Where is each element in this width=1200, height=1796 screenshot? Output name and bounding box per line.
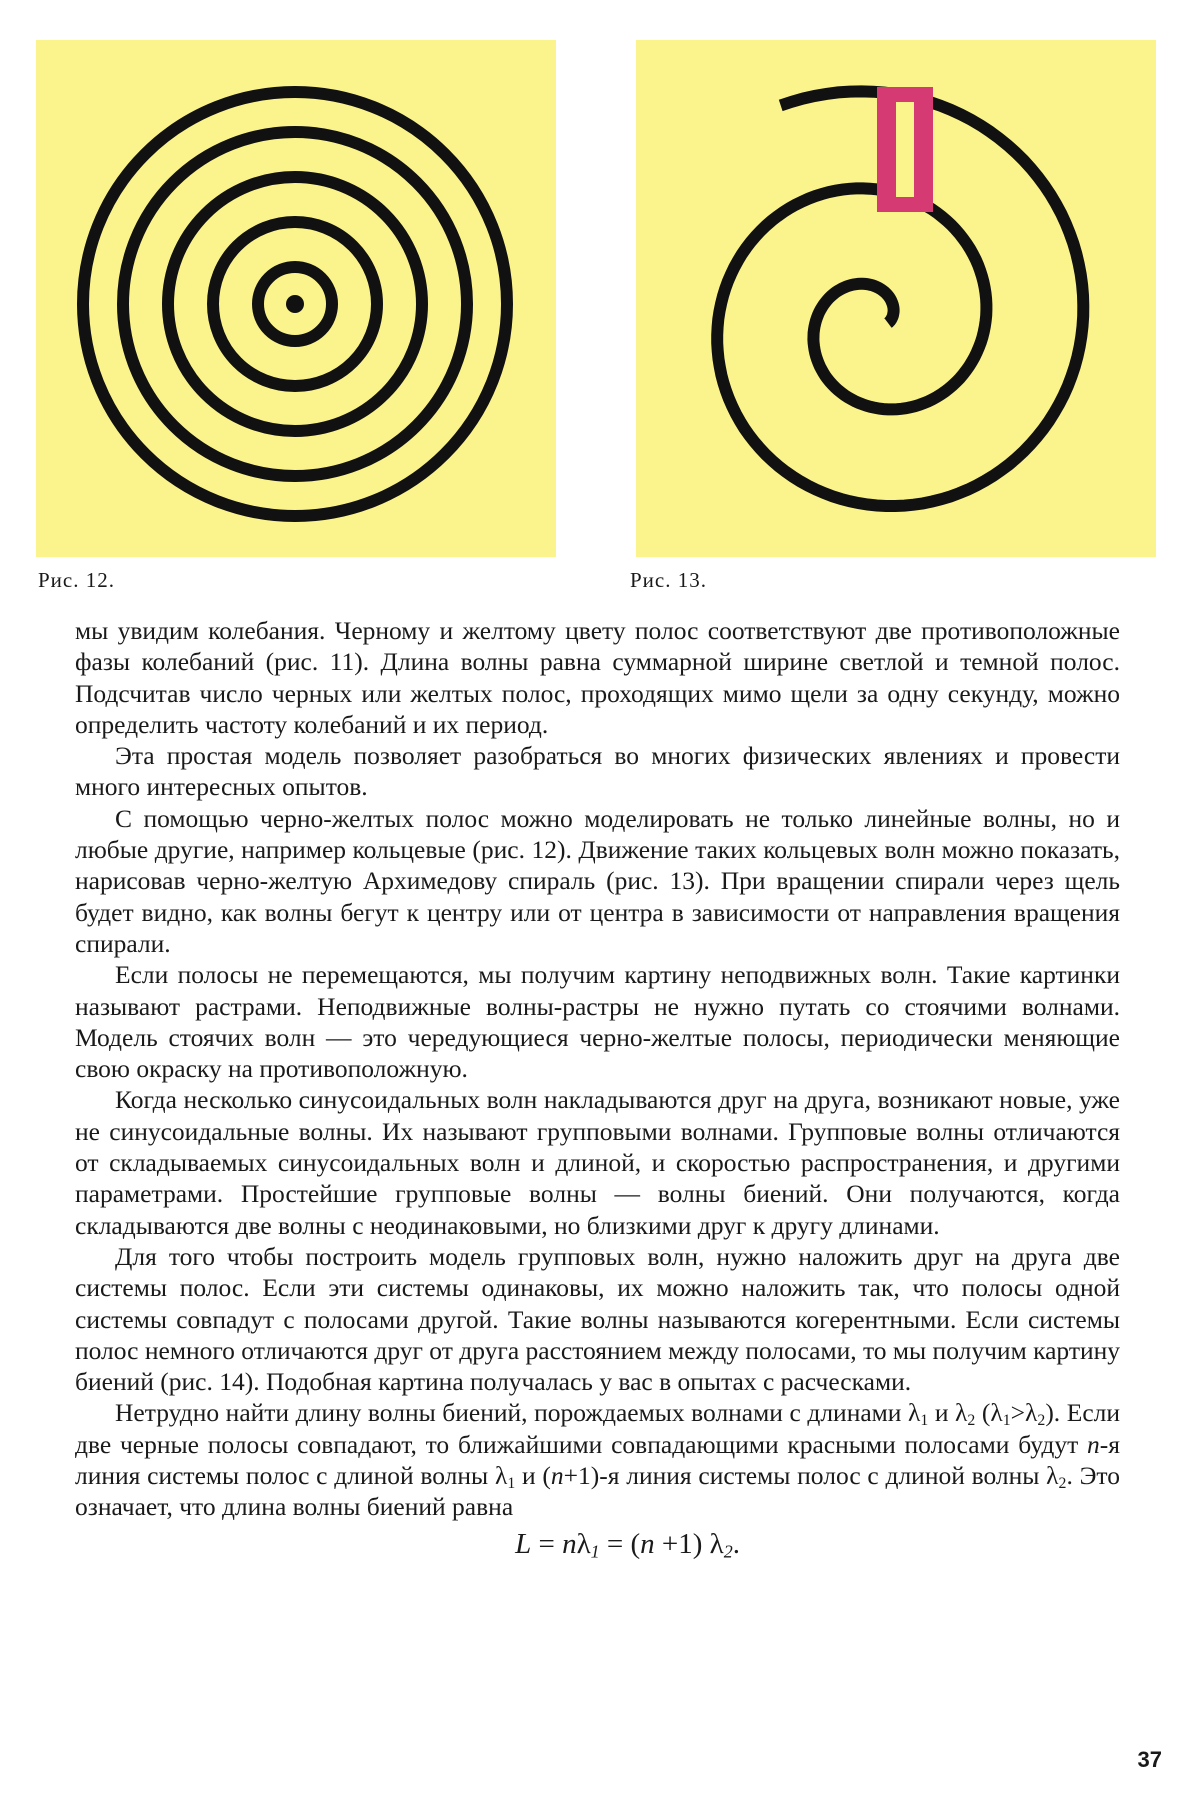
figure-13-caption: Рис. 13. bbox=[630, 568, 707, 592]
concentric-rings-drawing bbox=[36, 40, 556, 557]
figure-12-concentric-rings bbox=[36, 40, 556, 557]
paragraph-4: Если полосы не перемещаются, мы получим картину неподвижных волн. Такие картинки называют растрами. Неподвижные волны-растры не нужно путать со стоячими волнами. Модель стоячих волн — это чередующиеся черно-желтые полосы, периодически меняющие свою окраску на противоположную. bbox=[75, 960, 1120, 1084]
paragraph-3: С помощью черно-желтых полос можно моделировать не только линейные волны, но и любые другие, например кольцевые (рис. 12). Движение таких кольцевых волн можно показать, нарисовав черно-желтую Архимедову спираль (рис. 13). При вращении спирали через щель будет видно, как волны бегут к центру или от центра в зависимости от направления вращения спирали. bbox=[75, 803, 1120, 958]
figure-13-spiral bbox=[636, 40, 1156, 557]
figure-12-caption: Рис. 12. bbox=[38, 568, 115, 592]
paragraph-7: Нетрудно найти длину волны биений, порождаемых волнами с длинами $\lambda_1$ и $\lambda_2$ $(\lambda_1>\lambda_2)$. Если две черные полосы совпадают, то ближайшими совпадающими красными полосами будут n-я линия системы полос с длиной волны $\lambda_1$ и (n+1)-я линия системы полос с длиной волны $\lambda_2$. Это означает, что длина волны биений равна bbox=[75, 1398, 1121, 1522]
body-text bbox=[75, 615, 1120, 1560]
page-number: 37 bbox=[1137, 1747, 1162, 1772]
paragraph-2: Эта простая модель позволяет разобраться во многих физических явлениях и провести много интересных опытов. bbox=[75, 741, 1120, 802]
beat-wavelength-formula: $L = n\lambda_1 = (n +1)$ $\lambda_2$. bbox=[515, 1527, 740, 1562]
slit-opening bbox=[896, 102, 914, 197]
paragraph-1: мы увидим колебания. Черному и желтому цвету полос соответствуют две противоположные фазы колебаний (рис. 11). Длина волны равна суммарной ширине светлой и темной полос. Подсчитав число черных или желтых полос, проходящих мимо щели за одну секунду, можно определить частоту колебаний и их период. bbox=[75, 616, 1120, 739]
archimedean-spiral-drawing bbox=[636, 40, 1156, 557]
paragraph-5: Когда несколько синусоидальных волн накладываются друг на друга, возникают новые, уже не синусоидальные волны. Их называют групповыми волнами. Групповые волны отличаются от складываемых синусоидальных волн и длиной, и скоростью распространения, и другими параметрами. Простейшие групповые волны — волны биений. Они получаются, когда складываются две волны с неодинаковыми, но близкими друг к другу длинами. bbox=[75, 1085, 1120, 1240]
paragraph-6: Для того чтобы построить модель групповых волн, нужно наложить друг на друга две системы полос. Если эти системы одинаковы, их можно наложить так, что полосы одной системы совпадут с полосами другой. Такие волны называются когерентными. Если системы полос немного отличаются друг от друга расстоянием между полосами, то мы получим картину биений (рис. 14). Подобная картина получалась у вас в опытах с расческами. bbox=[75, 1241, 1121, 1397]
center-dot bbox=[286, 295, 304, 313]
